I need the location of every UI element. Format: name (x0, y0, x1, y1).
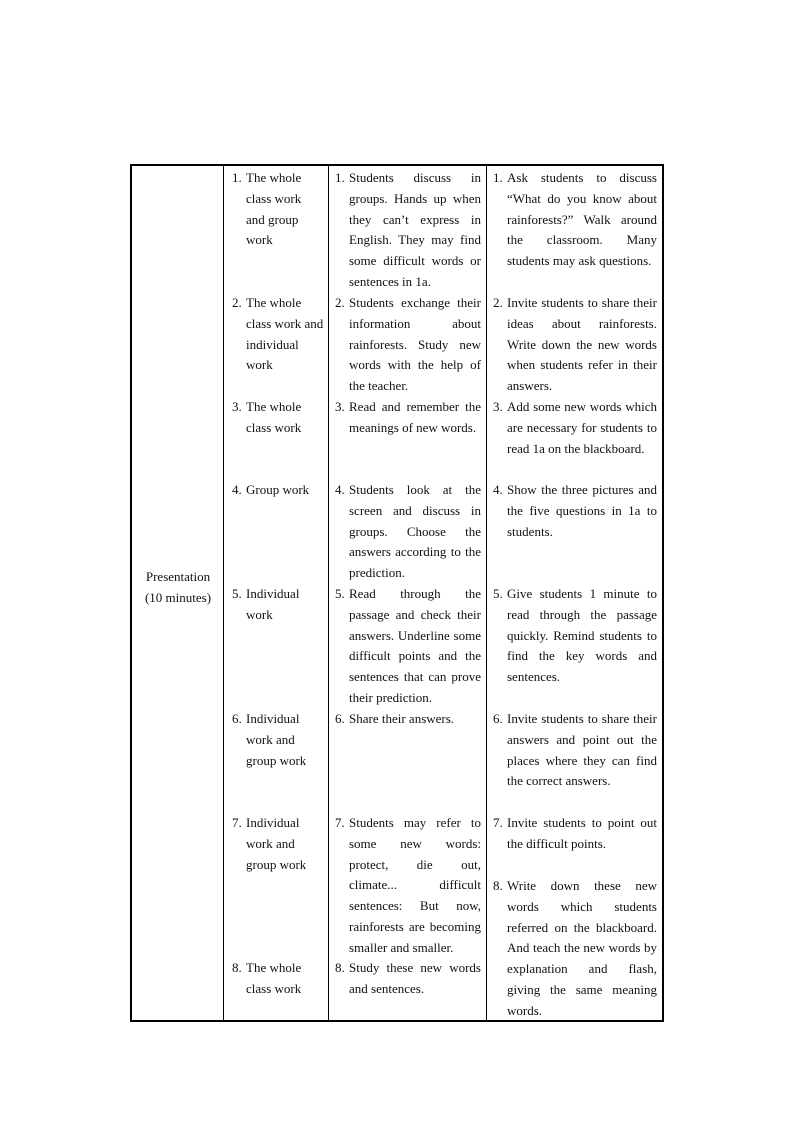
step-number: 8. (335, 960, 345, 975)
student-activity: Students exchange their information about rainforests. Study new words with the help of the teacher. (349, 295, 481, 394)
teacher-activity: Write down these new words which students referred on the blackboard. And teach the new words by explanation and flash, giving the same meaning words. (507, 878, 657, 1018)
step-number: 3. (232, 399, 242, 414)
step-number: 4. (335, 482, 345, 497)
step-mode: The whole class work (246, 960, 302, 996)
step-number: 1. (493, 170, 503, 185)
step-number: 5. (335, 586, 345, 601)
column-divider (328, 166, 329, 1020)
step-number: 6. (232, 711, 242, 726)
student-activity: Students look at the screen and discuss in groups. Choose the answers according to the prediction. (349, 482, 481, 581)
step-mode: The whole class work and individual work (246, 295, 324, 373)
student-activity: Students may refer to some new words: protect, die out, climate... difficult sentences: But now, rainforests are becoming smaller and smaller. (349, 815, 481, 955)
teacher-activity: Invite students to share their answers and point out the places where they can find the correct answers. (507, 711, 657, 789)
stage-cell (132, 566, 224, 608)
step-number: 5. (493, 586, 503, 601)
step-number: 7. (232, 815, 242, 830)
step-mode: The whole class work (246, 399, 302, 435)
step-number: 8. (493, 878, 503, 893)
teacher-activity: Ask students to discuss “What do you know about rainforests?” Walk around the classroom. Many students may ask questions. (507, 170, 657, 269)
step-number: 1. (232, 170, 242, 185)
column-divider (486, 166, 487, 1020)
step-number: 5. (232, 586, 242, 601)
step-mode: Individual work and group work (246, 815, 307, 872)
step-number: 8. (232, 960, 242, 975)
step-number: 7. (335, 815, 345, 830)
step-number: 6. (493, 711, 503, 726)
step-number: 3. (335, 399, 345, 414)
student-activity: Study these new words and sentences. (349, 960, 481, 996)
step-number: 2. (335, 295, 345, 310)
step-mode: Individual work (246, 586, 300, 622)
step-number: 1. (335, 170, 345, 185)
teacher-activity: Show the three pictures and the five questions in 1a to students. (507, 482, 657, 539)
step-number: 4. (493, 482, 503, 497)
step-number: 3. (493, 399, 503, 414)
step-mode: The whole class work and group work (246, 170, 302, 248)
student-activity: Share their answers. (349, 711, 455, 726)
step-number: 2. (232, 295, 242, 310)
step-mode: Individual work and group work (246, 711, 307, 768)
step-number: 2. (493, 295, 503, 310)
stage-name: Presentation (145, 569, 211, 584)
step-number: 6. (335, 711, 345, 726)
student-activity: Students discuss in groups. Hands up when they can’t express in English. They may find some difficult words or sentences in 1a. (349, 170, 481, 289)
teacher-activity: Invite students to point out the difficult points. (507, 815, 657, 851)
teacher-activity: Add some new words which are necessary for students to read 1a on the blackboard. (507, 399, 657, 456)
step-mode: Group work (246, 482, 310, 497)
step-number: 4. (232, 482, 242, 497)
teacher-activity: Invite students to share their ideas about rainforests. Write down the new words when students refer in their answers. (507, 295, 657, 394)
student-activity: Read and remember the meanings of new words. (349, 399, 481, 435)
stage-duration: (10 minutes) (144, 590, 212, 605)
step-number: 7. (493, 815, 503, 830)
lesson-plan-table (130, 164, 664, 1022)
teacher-activity: Give students 1 minute to read through the passage quickly. Remind students to find the key words and sentences. (507, 586, 657, 685)
student-activity: Read through the passage and check their answers. Underline some difficult points and the sentences that can prove their prediction. (349, 586, 481, 705)
